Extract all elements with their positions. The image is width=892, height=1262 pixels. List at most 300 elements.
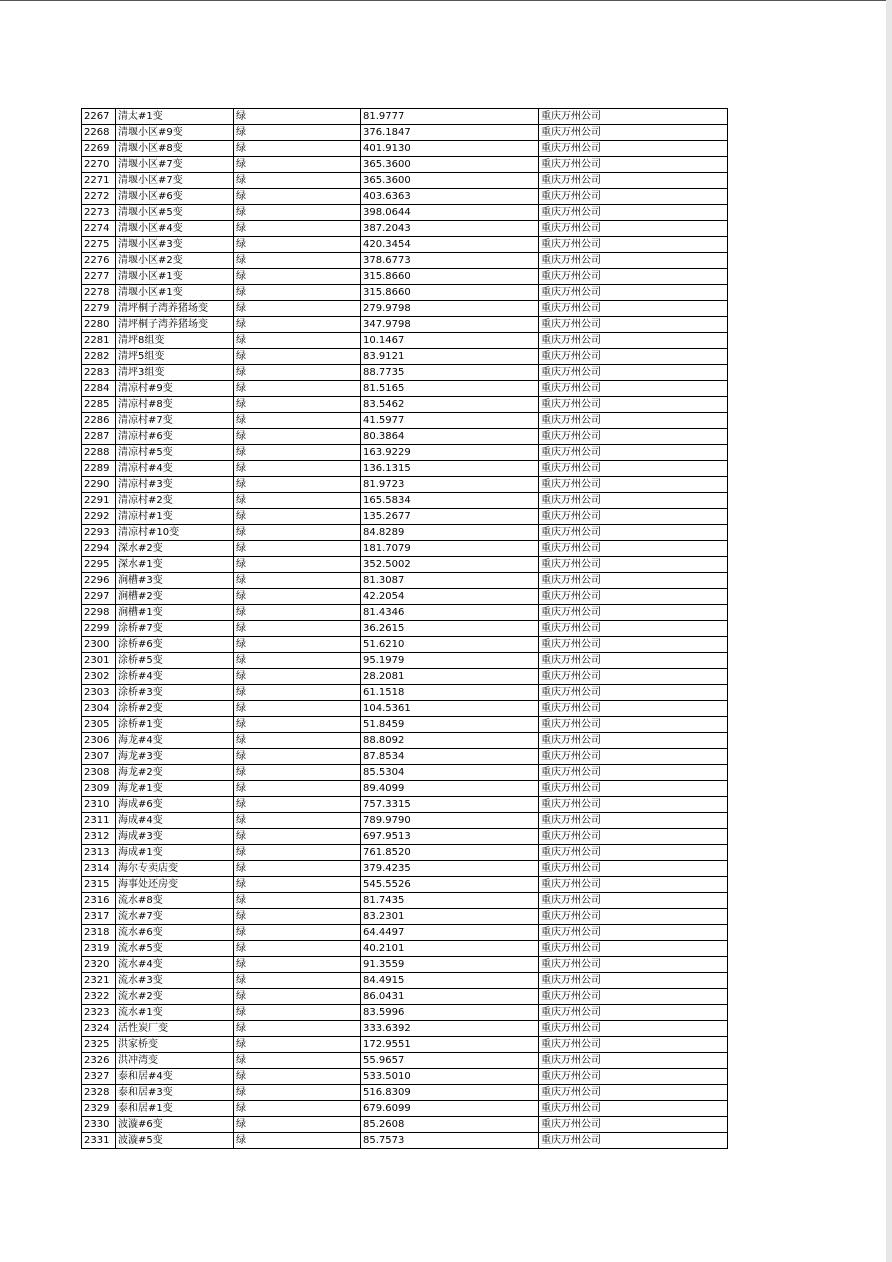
table-row	[82, 765, 728, 781]
status-cell: 绿	[234, 717, 361, 733]
status-cell: 绿	[234, 109, 361, 125]
company-cell: 重庆万州公司	[539, 973, 728, 989]
value-cell: 85.5304	[361, 765, 539, 781]
value-cell: 81.5165	[361, 381, 539, 397]
value-cell: 85.7573	[361, 1133, 539, 1149]
value-cell: 135.2677	[361, 509, 539, 525]
row-id-cell: 2330	[82, 1117, 116, 1133]
row-id-cell: 2321	[82, 973, 116, 989]
company-cell: 重庆万州公司	[539, 829, 728, 845]
table-row	[82, 253, 728, 269]
table-row	[82, 1133, 728, 1149]
row-id-cell: 2319	[82, 941, 116, 957]
row-id-cell: 2303	[82, 685, 116, 701]
row-id-cell: 2278	[82, 285, 116, 301]
value-cell: 81.7435	[361, 893, 539, 909]
company-cell: 重庆万州公司	[539, 1037, 728, 1053]
status-cell: 绿	[234, 621, 361, 637]
row-id-cell: 2287	[82, 429, 116, 445]
transformer-name-cell: 流水#3变	[116, 973, 234, 989]
company-cell: 重庆万州公司	[539, 541, 728, 557]
company-cell: 重庆万州公司	[539, 861, 728, 877]
transformer-name-cell: 清凉村#2变	[116, 493, 234, 509]
value-cell: 81.3087	[361, 573, 539, 589]
table-row	[82, 317, 728, 333]
table-row	[82, 1053, 728, 1069]
table-row	[82, 1005, 728, 1021]
row-id-cell: 2292	[82, 509, 116, 525]
value-cell: 279.9798	[361, 301, 539, 317]
value-cell: 401.9130	[361, 141, 539, 157]
company-cell: 重庆万州公司	[539, 845, 728, 861]
value-cell: 88.8092	[361, 733, 539, 749]
transformer-name-cell: 涂桥#5变	[116, 653, 234, 669]
table-row	[82, 893, 728, 909]
status-cell: 绿	[234, 125, 361, 141]
table-row	[82, 429, 728, 445]
row-id-cell: 2329	[82, 1101, 116, 1117]
company-cell: 重庆万州公司	[539, 589, 728, 605]
company-cell: 重庆万州公司	[539, 605, 728, 621]
row-id-cell: 2293	[82, 525, 116, 541]
status-cell: 绿	[234, 781, 361, 797]
status-cell: 绿	[234, 1101, 361, 1117]
table-row	[82, 573, 728, 589]
value-cell: 172.9551	[361, 1037, 539, 1053]
status-cell: 绿	[234, 589, 361, 605]
transformer-name-cell: 清堰小区#9变	[116, 125, 234, 141]
status-cell: 绿	[234, 1085, 361, 1101]
value-cell: 61.1518	[361, 685, 539, 701]
table-row	[82, 125, 728, 141]
row-id-cell: 2294	[82, 541, 116, 557]
table-row	[82, 509, 728, 525]
value-cell: 85.2608	[361, 1117, 539, 1133]
row-id-cell: 2327	[82, 1069, 116, 1085]
row-id-cell: 2315	[82, 877, 116, 893]
status-cell: 绿	[234, 413, 361, 429]
value-cell: 51.8459	[361, 717, 539, 733]
transformer-name-cell: 海成#3变	[116, 829, 234, 845]
company-cell: 重庆万州公司	[539, 157, 728, 173]
row-id-cell: 2317	[82, 909, 116, 925]
row-id-cell: 2328	[82, 1085, 116, 1101]
status-cell: 绿	[234, 365, 361, 381]
table-row	[82, 381, 728, 397]
row-id-cell: 2279	[82, 301, 116, 317]
row-id-cell: 2308	[82, 765, 116, 781]
company-cell: 重庆万州公司	[539, 237, 728, 253]
table-row	[82, 1069, 728, 1085]
value-cell: 88.7735	[361, 365, 539, 381]
table-row	[82, 925, 728, 941]
transformer-name-cell: 清堰小区#8变	[116, 141, 234, 157]
company-cell: 重庆万州公司	[539, 669, 728, 685]
table-row	[82, 605, 728, 621]
company-cell: 重庆万州公司	[539, 1069, 728, 1085]
table-row	[82, 461, 728, 477]
company-cell: 重庆万州公司	[539, 397, 728, 413]
table-row	[82, 717, 728, 733]
status-cell: 绿	[234, 685, 361, 701]
status-cell: 绿	[234, 541, 361, 557]
company-cell: 重庆万州公司	[539, 493, 728, 509]
status-cell: 绿	[234, 205, 361, 221]
value-cell: 516.8309	[361, 1085, 539, 1101]
transformer-name-cell: 流水#2变	[116, 989, 234, 1005]
row-id-cell: 2310	[82, 797, 116, 813]
transformer-name-cell: 涂桥#2变	[116, 701, 234, 717]
value-cell: 81.9777	[361, 109, 539, 125]
value-cell: 83.9121	[361, 349, 539, 365]
row-id-cell: 2320	[82, 957, 116, 973]
company-cell: 重庆万州公司	[539, 429, 728, 445]
status-cell: 绿	[234, 557, 361, 573]
status-cell: 绿	[234, 813, 361, 829]
table-row	[82, 845, 728, 861]
transformer-name-cell: 清堰小区#1变	[116, 285, 234, 301]
transformer-name-cell: 泰和居#4变	[116, 1069, 234, 1085]
value-cell: 398.0644	[361, 205, 539, 221]
company-cell: 重庆万州公司	[539, 461, 728, 477]
transformer-name-cell: 清坪桐子湾养猪场变	[116, 301, 234, 317]
company-cell: 重庆万州公司	[539, 877, 728, 893]
value-cell: 181.7079	[361, 541, 539, 557]
table-row	[82, 205, 728, 221]
transformer-name-cell: 活性炭厂变	[116, 1021, 234, 1037]
status-cell: 绿	[234, 653, 361, 669]
status-cell: 绿	[234, 477, 361, 493]
row-id-cell: 2299	[82, 621, 116, 637]
status-cell: 绿	[234, 237, 361, 253]
table-row	[82, 637, 728, 653]
row-id-cell: 2270	[82, 157, 116, 173]
transformer-name-cell: 清凉村#9变	[116, 381, 234, 397]
status-cell: 绿	[234, 445, 361, 461]
table-row	[82, 477, 728, 493]
transformer-name-cell: 清坪8组变	[116, 333, 234, 349]
row-id-cell: 2298	[82, 605, 116, 621]
company-cell: 重庆万州公司	[539, 205, 728, 221]
status-cell: 绿	[234, 957, 361, 973]
row-id-cell: 2311	[82, 813, 116, 829]
table-row	[82, 829, 728, 845]
company-cell: 重庆万州公司	[539, 269, 728, 285]
value-cell: 86.0431	[361, 989, 539, 1005]
transformer-name-cell: 清堰小区#6变	[116, 189, 234, 205]
status-cell: 绿	[234, 141, 361, 157]
company-cell: 重庆万州公司	[539, 685, 728, 701]
company-cell: 重庆万州公司	[539, 797, 728, 813]
table-row	[82, 237, 728, 253]
row-id-cell: 2307	[82, 749, 116, 765]
row-id-cell: 2302	[82, 669, 116, 685]
transformer-name-cell: 海龙#1变	[116, 781, 234, 797]
transformer-name-cell: 海事处还房变	[116, 877, 234, 893]
status-cell: 绿	[234, 845, 361, 861]
table-row	[82, 157, 728, 173]
table-row	[82, 141, 728, 157]
value-cell: 379.4235	[361, 861, 539, 877]
transformer-name-cell: 海成#6变	[116, 797, 234, 813]
value-cell: 679.6099	[361, 1101, 539, 1117]
company-cell: 重庆万州公司	[539, 173, 728, 189]
company-cell: 重庆万州公司	[539, 637, 728, 653]
status-cell: 绿	[234, 1037, 361, 1053]
company-cell: 重庆万州公司	[539, 909, 728, 925]
status-cell: 绿	[234, 317, 361, 333]
status-cell: 绿	[234, 669, 361, 685]
table-row	[82, 589, 728, 605]
value-cell: 84.4915	[361, 973, 539, 989]
transformer-name-cell: 清堰小区#7变	[116, 173, 234, 189]
table-row	[82, 781, 728, 797]
status-cell: 绿	[234, 157, 361, 173]
table-row	[82, 413, 728, 429]
row-id-cell: 2280	[82, 317, 116, 333]
company-cell: 重庆万州公司	[539, 509, 728, 525]
row-id-cell: 2300	[82, 637, 116, 653]
transformer-name-cell: 清堰小区#3变	[116, 237, 234, 253]
status-cell: 绿	[234, 1117, 361, 1133]
transformer-name-cell: 清凉村#8变	[116, 397, 234, 413]
status-cell: 绿	[234, 749, 361, 765]
row-id-cell: 2309	[82, 781, 116, 797]
transformer-name-cell: 清凉村#7变	[116, 413, 234, 429]
row-id-cell: 2277	[82, 269, 116, 285]
row-id-cell: 2313	[82, 845, 116, 861]
transformer-name-cell: 洪冲湾变	[116, 1053, 234, 1069]
value-cell: 28.2081	[361, 669, 539, 685]
transformer-name-cell: 海成#4变	[116, 813, 234, 829]
row-id-cell: 2312	[82, 829, 116, 845]
value-cell: 83.5996	[361, 1005, 539, 1021]
transformer-name-cell: 海龙#2变	[116, 765, 234, 781]
status-cell: 绿	[234, 1069, 361, 1085]
value-cell: 80.3864	[361, 429, 539, 445]
row-id-cell: 2285	[82, 397, 116, 413]
value-cell: 315.8660	[361, 269, 539, 285]
table-row	[82, 445, 728, 461]
row-id-cell: 2331	[82, 1133, 116, 1149]
row-id-cell: 2286	[82, 413, 116, 429]
value-cell: 333.6392	[361, 1021, 539, 1037]
value-cell: 95.1979	[361, 653, 539, 669]
transformer-name-cell: 海龙#3变	[116, 749, 234, 765]
row-id-cell: 2306	[82, 733, 116, 749]
company-cell: 重庆万州公司	[539, 989, 728, 1005]
row-id-cell: 2283	[82, 365, 116, 381]
transformer-name-cell: 清凉村#5变	[116, 445, 234, 461]
company-cell: 重庆万州公司	[539, 317, 728, 333]
company-cell: 重庆万州公司	[539, 573, 728, 589]
company-cell: 重庆万州公司	[539, 701, 728, 717]
status-cell: 绿	[234, 573, 361, 589]
value-cell: 10.1467	[361, 333, 539, 349]
transformer-name-cell: 流水#4变	[116, 957, 234, 973]
transformer-name-cell: 流水#5变	[116, 941, 234, 957]
row-id-cell: 2326	[82, 1053, 116, 1069]
company-cell: 重庆万州公司	[539, 109, 728, 125]
transformer-name-cell: 涂桥#7变	[116, 621, 234, 637]
value-cell: 36.2615	[361, 621, 539, 637]
value-cell: 545.5526	[361, 877, 539, 893]
table-row	[82, 1085, 728, 1101]
status-cell: 绿	[234, 333, 361, 349]
table-row	[82, 701, 728, 717]
transformer-name-cell: 洪家桥变	[116, 1037, 234, 1053]
transformer-name-cell: 清堰小区#4变	[116, 221, 234, 237]
value-cell: 757.3315	[361, 797, 539, 813]
row-id-cell: 2295	[82, 557, 116, 573]
row-id-cell: 2322	[82, 989, 116, 1005]
company-cell: 重庆万州公司	[539, 749, 728, 765]
status-cell: 绿	[234, 221, 361, 237]
transformer-name-cell: 清坪桐子湾养猪场变	[116, 317, 234, 333]
company-cell: 重庆万州公司	[539, 717, 728, 733]
company-cell: 重庆万州公司	[539, 413, 728, 429]
transformer-name-cell: 清坪5组变	[116, 349, 234, 365]
table-row	[82, 1021, 728, 1037]
value-cell: 420.3454	[361, 237, 539, 253]
company-cell: 重庆万州公司	[539, 301, 728, 317]
transformer-name-cell: 清凉村#6变	[116, 429, 234, 445]
value-cell: 697.9513	[361, 829, 539, 845]
value-cell: 403.6363	[361, 189, 539, 205]
value-cell: 761.8520	[361, 845, 539, 861]
transformer-table	[81, 108, 728, 1149]
table-row	[82, 989, 728, 1005]
row-id-cell: 2275	[82, 237, 116, 253]
company-cell: 重庆万州公司	[539, 893, 728, 909]
company-cell: 重庆万州公司	[539, 189, 728, 205]
company-cell: 重庆万州公司	[539, 477, 728, 493]
transformer-name-cell: 流水#7变	[116, 909, 234, 925]
status-cell: 绿	[234, 829, 361, 845]
page-top-border	[0, 0, 892, 1]
transformer-name-cell: 涧槽#2变	[116, 589, 234, 605]
value-cell: 365.3600	[361, 173, 539, 189]
row-id-cell: 2316	[82, 893, 116, 909]
status-cell: 绿	[234, 909, 361, 925]
transformer-name-cell: 深水#1变	[116, 557, 234, 573]
status-cell: 绿	[234, 893, 361, 909]
company-cell: 重庆万州公司	[539, 653, 728, 669]
transformer-name-cell: 清堰小区#1变	[116, 269, 234, 285]
transformer-name-cell: 涧槽#1变	[116, 605, 234, 621]
company-cell: 重庆万州公司	[539, 781, 728, 797]
company-cell: 重庆万州公司	[539, 557, 728, 573]
row-id-cell: 2281	[82, 333, 116, 349]
row-id-cell: 2318	[82, 925, 116, 941]
value-cell: 64.4497	[361, 925, 539, 941]
table-row	[82, 365, 728, 381]
company-cell: 重庆万州公司	[539, 1101, 728, 1117]
transformer-name-cell: 波漩#5变	[116, 1133, 234, 1149]
table-row	[82, 1117, 728, 1133]
table-row	[82, 941, 728, 957]
transformer-name-cell: 海尔专卖店变	[116, 861, 234, 877]
company-cell: 重庆万州公司	[539, 525, 728, 541]
row-id-cell: 2282	[82, 349, 116, 365]
table-row	[82, 525, 728, 541]
transformer-name-cell: 泰和居#3变	[116, 1085, 234, 1101]
transformer-name-cell: 清凉村#1变	[116, 509, 234, 525]
table-row	[82, 557, 728, 573]
row-id-cell: 2297	[82, 589, 116, 605]
row-id-cell: 2288	[82, 445, 116, 461]
transformer-name-cell: 清凉村#4变	[116, 461, 234, 477]
table-row	[82, 733, 728, 749]
status-cell: 绿	[234, 765, 361, 781]
company-cell: 重庆万州公司	[539, 1117, 728, 1133]
value-cell: 83.5462	[361, 397, 539, 413]
table-row	[82, 861, 728, 877]
table-row	[82, 749, 728, 765]
value-cell: 83.2301	[361, 909, 539, 925]
table-row	[82, 397, 728, 413]
status-cell: 绿	[234, 877, 361, 893]
table-row	[82, 285, 728, 301]
transformer-name-cell: 涂桥#3变	[116, 685, 234, 701]
company-cell: 重庆万州公司	[539, 1053, 728, 1069]
table-row	[82, 957, 728, 973]
value-cell: 40.2101	[361, 941, 539, 957]
value-cell: 42.2054	[361, 589, 539, 605]
status-cell: 绿	[234, 797, 361, 813]
status-cell: 绿	[234, 989, 361, 1005]
transformer-name-cell: 波漩#6变	[116, 1117, 234, 1133]
value-cell: 81.9723	[361, 477, 539, 493]
status-cell: 绿	[234, 1005, 361, 1021]
status-cell: 绿	[234, 269, 361, 285]
company-cell: 重庆万州公司	[539, 445, 728, 461]
value-cell: 365.3600	[361, 157, 539, 173]
company-cell: 重庆万州公司	[539, 1005, 728, 1021]
status-cell: 绿	[234, 1021, 361, 1037]
transformer-name-cell: 海成#1变	[116, 845, 234, 861]
row-id-cell: 2271	[82, 173, 116, 189]
company-cell: 重庆万州公司	[539, 733, 728, 749]
table-row	[82, 269, 728, 285]
transformer-name-cell: 涧槽#3变	[116, 573, 234, 589]
row-id-cell: 2324	[82, 1021, 116, 1037]
status-cell: 绿	[234, 861, 361, 877]
table-row	[82, 541, 728, 557]
table-row	[82, 189, 728, 205]
status-cell: 绿	[234, 701, 361, 717]
status-cell: 绿	[234, 605, 361, 621]
row-id-cell: 2272	[82, 189, 116, 205]
status-cell: 绿	[234, 941, 361, 957]
company-cell: 重庆万州公司	[539, 349, 728, 365]
row-id-cell: 2314	[82, 861, 116, 877]
company-cell: 重庆万州公司	[539, 285, 728, 301]
table-row	[82, 109, 728, 125]
table-row	[82, 173, 728, 189]
company-cell: 重庆万州公司	[539, 333, 728, 349]
row-id-cell: 2284	[82, 381, 116, 397]
status-cell: 绿	[234, 925, 361, 941]
transformer-name-cell: 清坪3组变	[116, 365, 234, 381]
value-cell: 533.5010	[361, 1069, 539, 1085]
value-cell: 376.1847	[361, 125, 539, 141]
row-id-cell: 2304	[82, 701, 116, 717]
value-cell: 378.6773	[361, 253, 539, 269]
status-cell: 绿	[234, 285, 361, 301]
transformer-name-cell: 清太#1变	[116, 109, 234, 125]
value-cell: 51.6210	[361, 637, 539, 653]
